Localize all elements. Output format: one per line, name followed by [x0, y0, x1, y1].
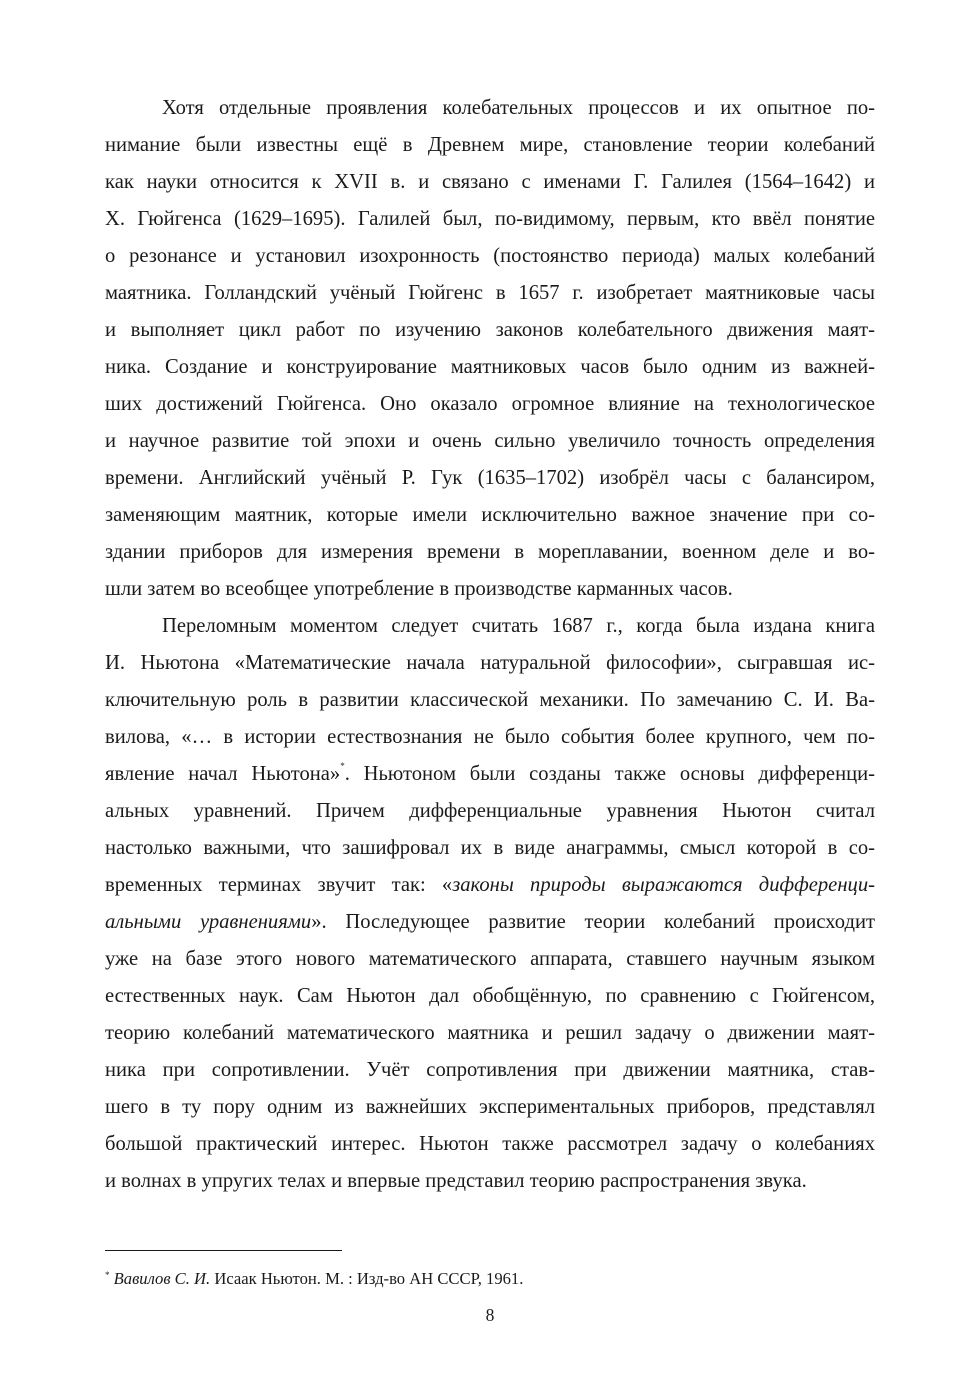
footnote-reference[interactable]: *: [340, 761, 345, 771]
text-line: уже на базе этого нового математического аппарата, ставшего научным языком: [105, 948, 875, 970]
text-line: ших достижений Гюйгенса. Оно оказало огромное влияние на технологическое: [105, 393, 875, 415]
text-line: здании приборов для измерения времени в мореплавании, военном деле и во-: [105, 541, 875, 563]
italic-quote: альными уравнениями: [105, 911, 312, 933]
footnote-separator: [105, 1250, 342, 1251]
page-number: 8: [485, 1305, 495, 1325]
text-line: шли затем во всеобщее употребление в производстве карманных часов.: [105, 578, 733, 600]
paragraph-1: [105, 90, 875, 608]
text-line: Хотя отдельные проявления колебательных процессов и их опытное по-: [162, 97, 875, 119]
text-fragment: ». Последующее развитие теории колебаний происходит: [311, 911, 875, 933]
text-line: [105, 756, 875, 793]
text-line: теорию колебаний математического маятника и решил задачу о движении маят-: [105, 1022, 875, 1044]
text-line: Переломным моментом следует считать 1687 г., когда была издана книга: [162, 615, 875, 637]
paragraph-2: [105, 608, 875, 1200]
text-line: маятника. Голландский учёный Гюйгенс в 1657 г. изобретает маятниковые часы: [105, 282, 875, 304]
text-fragment: явление начал Ньютона»: [105, 763, 341, 785]
main-text: [105, 90, 875, 1200]
text-line: о резонансе и установил изохронность (постоянство периода) малых колебаний: [105, 245, 875, 267]
text-line: нимание были известны ещё в Древнем мире, становление теории колебаний: [105, 134, 875, 156]
footnote: [105, 1268, 523, 1290]
text-line: большой практический интерес. Ньютон также рассмотрел задачу о колебаниях: [105, 1133, 875, 1155]
text-line: заменяющим маятник, которые имели исключительно важное значение при со-: [105, 504, 875, 526]
text-fragment: временных терминах звучит так: «: [105, 874, 453, 896]
footnote-author: Вавилов С. И.: [113, 1269, 211, 1288]
text-line: ника при сопротивлении. Учёт сопротивления при движении маятника, став-: [105, 1059, 875, 1081]
italic-quote: законы природы выражаются дифференци-: [452, 874, 875, 896]
text-line: [105, 904, 875, 941]
text-line: Х. Гюйгенса (1629–1695). Галилей был, по-видимому, первым, кто ввёл понятие: [105, 208, 875, 230]
text-line: и научное развитие той эпохи и очень сильно увеличило точность определения: [105, 430, 875, 452]
text-fragment: . Ньютоном были созданы также основы дифференци-: [344, 763, 875, 785]
text-line: времени. Английский учёный Р. Гук (1635–1702) изобрёл часы с балансиром,: [105, 467, 875, 489]
footnote-marker: *: [105, 1270, 110, 1280]
text-line: и волнах в упругих телах и впервые представил теорию распространения звука.: [105, 1170, 807, 1192]
text-line: альных уравнений. Причем дифференциальные уравнения Ньютон считал: [105, 800, 875, 822]
text-line: ника. Создание и конструирование маятниковых часов было одним из важней-: [105, 356, 875, 378]
text-line: естественных наук. Сам Ньютон дал обобщённую, по сравнению с Гюйгенсом,: [105, 985, 875, 1007]
text-line: настолько важными, что зашифровал их в виде анаграммы, смысл которой в со-: [105, 837, 875, 859]
footnote-citation: Исаак Ньютон. М. : Изд-во АН СССР, 1961.: [210, 1269, 524, 1288]
text-line: шего в ту пору одним из важнейших экспериментальных приборов, представлял: [105, 1096, 875, 1118]
text-line: вилова, «… в истории естествознания не было события более крупного, чем по-: [105, 726, 875, 748]
text-line: И. Ньютона «Математические начала натуральной философии», сыгравшая ис-: [105, 652, 875, 674]
text-line: как науки относится к XVII в. и связано с именами Г. Галилея (1564–1642) и: [105, 171, 875, 193]
text-line: [105, 867, 875, 904]
text-line: и выполняет цикл работ по изучению законов колебательного движения маят-: [105, 319, 875, 341]
text-line: ключительную роль в развитии классической механики. По замечанию С. И. Ва-: [105, 689, 875, 711]
